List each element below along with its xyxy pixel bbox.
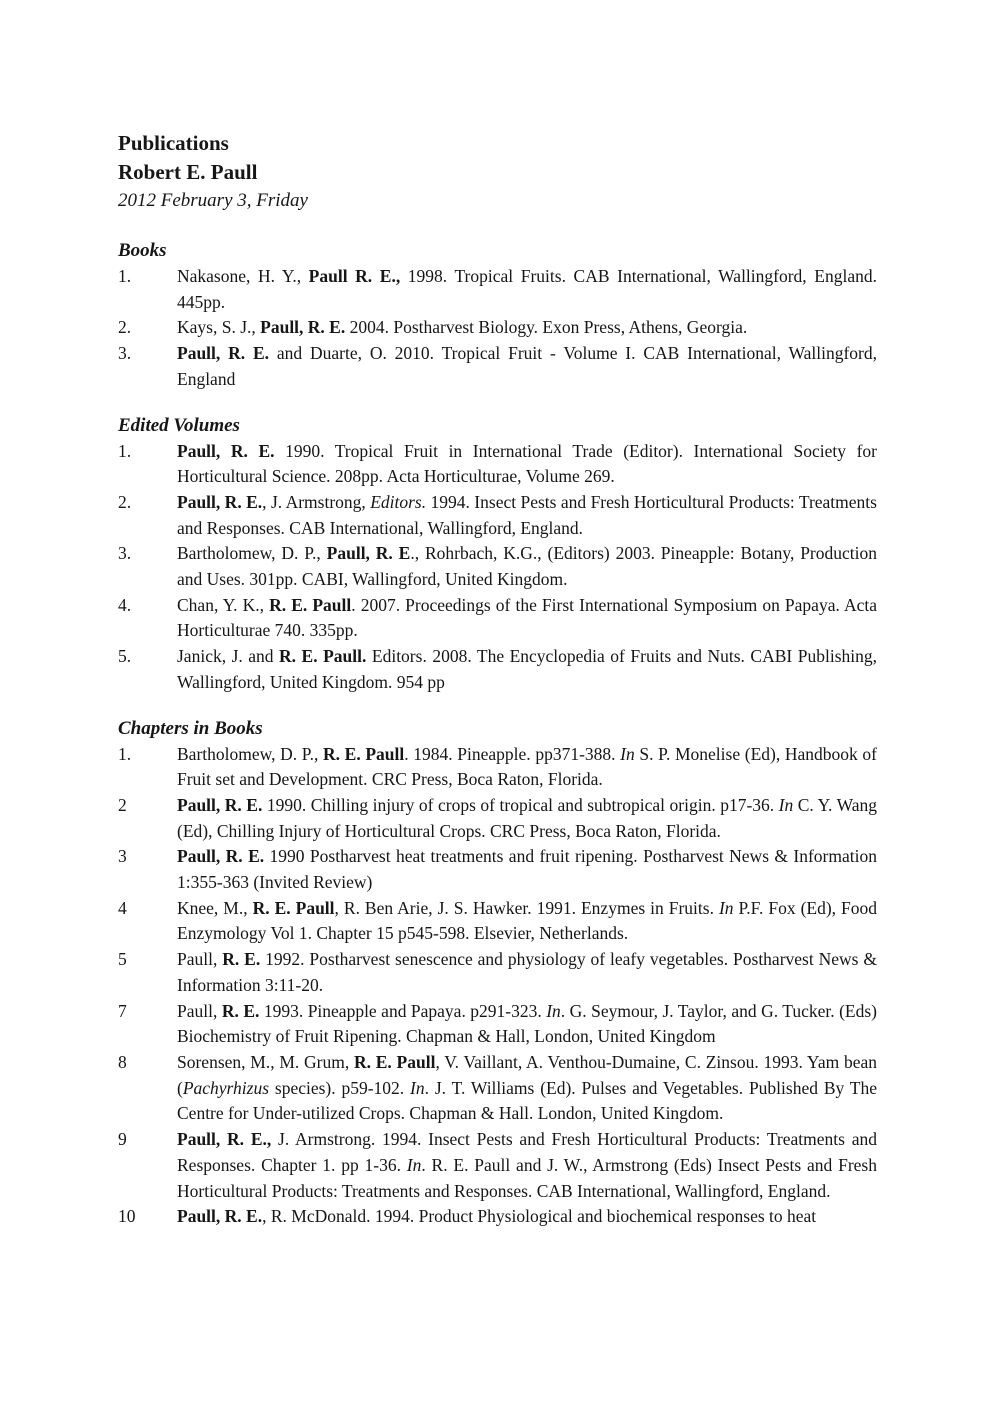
document-author: Robert E. Paull bbox=[118, 160, 258, 184]
reference-segment: C. Y. Wang (Ed), Chilling Injury of Horticultural Crops. CRC Press, Boca Raton, Florida. bbox=[177, 794, 877, 841]
reference-text bbox=[177, 315, 877, 341]
reference-segment: 1993. Pineapple and Papaya. p291-323. bbox=[259, 1000, 547, 1021]
reference-segment: 2004. Postharvest Biology. Exon Press, Athens, Georgia. bbox=[345, 317, 748, 338]
section-heading-edited-volumes: Edited Volumes bbox=[118, 414, 240, 436]
reference-segment: , R. Ben Arie, J. S. Hawker. 1991. Enzymes in Fruits. bbox=[334, 897, 719, 918]
reference-segment: 1994. Insect Pests and Fresh Horticultural Products: Treatments and Responses. CAB International, Wallingford, England. bbox=[177, 491, 877, 538]
reference-segment: Paull, R. E. bbox=[177, 846, 265, 867]
reference-segment: 1990 Postharvest heat treatments and fruit ripening. Postharvest News & Information 1:355-363 (Invited Review) bbox=[177, 846, 877, 893]
reference-segment: Paull, R. E. bbox=[177, 491, 263, 512]
reference-segment: 1998. Tropical Fruits. CAB International, Wallingford, England. 445pp. bbox=[177, 266, 877, 312]
reference-segment: Paull, R. E. bbox=[177, 794, 263, 815]
reference-list bbox=[118, 742, 877, 1230]
reference-segment: Editors. 2008. The Encyclopedia of Fruits and Nuts. CABI Publishing, Wallingford, United Kingdom. 954 pp bbox=[177, 646, 877, 692]
reference-number: 9 bbox=[118, 1129, 127, 1150]
reference-number: 3. bbox=[118, 543, 132, 564]
reference-segment: R. E. bbox=[221, 1000, 260, 1021]
section-heading-books: Books bbox=[118, 240, 167, 261]
reference-item bbox=[118, 490, 877, 541]
reference-number: 1. bbox=[118, 440, 132, 461]
document-title: Publications bbox=[118, 131, 229, 155]
reference-segment: 1990. Tropical Fruit in International Trade (Editor). International Society for Horticultural Science. 208pp. Acta Horticulturae, Volume 269. bbox=[177, 440, 877, 487]
reference-segment: In bbox=[410, 1077, 425, 1098]
reference-item bbox=[118, 844, 877, 895]
reference-item bbox=[118, 1127, 877, 1204]
section-chapters-in-books bbox=[118, 716, 877, 1230]
reference-segment: In bbox=[620, 743, 635, 764]
reference-number: 7 bbox=[118, 1000, 127, 1021]
reference-text bbox=[177, 742, 877, 793]
reference-segment: Paull, R. E. bbox=[177, 440, 275, 461]
reference-item bbox=[118, 541, 877, 592]
reference-number: 3. bbox=[118, 343, 132, 364]
reference-segment: In bbox=[406, 1154, 422, 1175]
section-books bbox=[118, 238, 877, 393]
reference-segment: Pachyrhizus bbox=[182, 1077, 270, 1098]
reference-text bbox=[177, 593, 877, 644]
reference-number: 4. bbox=[118, 594, 132, 615]
reference-segment: R. E. Paull bbox=[353, 1051, 436, 1072]
reference-text bbox=[177, 844, 877, 895]
reference-number: 2 bbox=[118, 794, 127, 815]
reference-list bbox=[118, 264, 877, 393]
reference-item bbox=[118, 742, 877, 793]
section-edited-volumes bbox=[118, 413, 877, 696]
reference-item bbox=[118, 264, 877, 315]
reference-segment: Nakasone, H. Y., bbox=[177, 266, 309, 286]
reference-number: 3 bbox=[118, 846, 127, 867]
reference-item bbox=[118, 644, 877, 695]
reference-segment: J. Armstrong. 1994. Insect Pests and Fresh Horticultural Products: Treatments and Responses. Chapter 1. pp 1-36. bbox=[177, 1129, 877, 1175]
document-header bbox=[118, 129, 877, 215]
reference-segment: Chan, Y. K., bbox=[177, 594, 270, 615]
reference-segment: Kays, S. J., bbox=[177, 317, 261, 338]
reference-segment: . 1984. Pineapple. pp371-388. bbox=[404, 743, 621, 764]
reference-segment: In bbox=[778, 794, 794, 815]
reference-text bbox=[177, 999, 877, 1050]
reference-number: 5. bbox=[118, 646, 132, 667]
reference-segment: , J. Armstrong, bbox=[262, 491, 371, 512]
reference-segment: . R. E. Paull and J. W., Armstrong (Eds) Insect Pests and Fresh Horticultural Products: Treatments and Responses. CAB International, Wallingford, England. bbox=[177, 1154, 877, 1201]
reference-item bbox=[118, 1204, 877, 1230]
reference-segment: In bbox=[718, 897, 734, 918]
reference-segment: Knee, M., bbox=[177, 897, 253, 918]
reference-text bbox=[177, 644, 877, 695]
reference-segment: species). p59-102. bbox=[269, 1077, 411, 1098]
reference-segment: Bartholomew, D. P., bbox=[177, 543, 327, 564]
reference-number: 10 bbox=[118, 1206, 136, 1227]
reference-text bbox=[177, 1127, 877, 1204]
reference-segment: R. E. Paull bbox=[323, 743, 405, 764]
reference-segment: R. E. bbox=[222, 949, 261, 970]
reference-text bbox=[177, 490, 877, 541]
reference-number: 2. bbox=[118, 317, 132, 338]
reference-number: 2. bbox=[118, 491, 132, 512]
reference-segment: S. P. Monelise (Ed), Handbook of Fruit set and Development. CRC Press, Boca Raton, Florida. bbox=[177, 743, 877, 790]
reference-text bbox=[177, 896, 877, 947]
reference-text bbox=[177, 541, 877, 592]
reference-segment: Janick, J. and bbox=[177, 646, 280, 667]
reference-text bbox=[177, 264, 877, 315]
reference-segment: . 2007. Proceedings of the First International Symposium on Papaya. Acta Horticulturae 740. 335pp. bbox=[177, 594, 877, 641]
reference-segment: Paull, R. E bbox=[326, 543, 411, 564]
document-content bbox=[118, 129, 877, 1230]
reference-segment: R. E. Paull bbox=[269, 594, 352, 615]
reference-number: 5 bbox=[118, 949, 127, 970]
reference-list bbox=[118, 439, 877, 696]
reference-segment: Paull, R. E. bbox=[177, 343, 270, 364]
reference-segment: ., Rohrbach, K.G., (Editors) 2003. Pineapple: Botany, Production and Uses. 301pp. CABI, Wallingford, United Kingdom. bbox=[177, 543, 877, 590]
reference-segment: Paull, R. E. bbox=[177, 1206, 263, 1227]
reference-text bbox=[177, 1050, 877, 1127]
reference-number: 1. bbox=[118, 266, 132, 286]
reference-segment: . J. T. Williams (Ed). Pulses and Vegetables. Published By The Centre for Under-utilized Crops. Chapman & Hall. London, United Kingdom. bbox=[177, 1077, 877, 1124]
reference-number: 1. bbox=[118, 743, 132, 764]
reference-item bbox=[118, 947, 877, 998]
reference-item bbox=[118, 793, 877, 844]
reference-segment: In bbox=[546, 1000, 561, 1021]
reference-text bbox=[177, 793, 877, 844]
publications-sections bbox=[118, 238, 877, 1230]
reference-item bbox=[118, 1050, 877, 1127]
reference-item bbox=[118, 341, 877, 392]
reference-item bbox=[118, 896, 877, 947]
reference-text bbox=[177, 341, 877, 392]
reference-segment: R. E. Paull. bbox=[279, 646, 367, 667]
reference-segment: 1992. Postharvest senescence and physiology of leafy vegetables. Postharvest News & Information 3:11-20. bbox=[177, 949, 877, 995]
reference-segment: Paull, bbox=[177, 1000, 222, 1021]
reference-segment: Paull, bbox=[177, 949, 223, 970]
reference-segment: Editors. bbox=[370, 491, 427, 512]
reference-text bbox=[177, 439, 877, 490]
reference-number: 8 bbox=[118, 1051, 127, 1072]
reference-segment: P.F. Fox (Ed), Food Enzymology Vol 1. Chapter 15 p545-598. Elsevier, Netherlands. bbox=[177, 897, 878, 944]
reference-segment: Bartholomew, D. P., bbox=[177, 743, 323, 764]
reference-item bbox=[118, 999, 877, 1050]
reference-segment: Paull, R. E., bbox=[177, 1129, 272, 1150]
reference-segment: Paull, R. E. bbox=[260, 317, 346, 338]
reference-number: 4 bbox=[118, 897, 127, 918]
reference-segment: R. E. Paull bbox=[252, 897, 335, 918]
reference-segment: , R. McDonald. 1994. Product Physiological and biochemical responses to heat bbox=[262, 1206, 817, 1227]
reference-item bbox=[118, 593, 877, 644]
reference-segment: Sorensen, M., M. Grum, bbox=[177, 1051, 354, 1072]
reference-segment: and Duarte, O. 2010. Tropical Fruit - Volume I. CAB International, Wallingford, England bbox=[177, 343, 877, 389]
reference-item bbox=[118, 439, 877, 490]
reference-item bbox=[118, 315, 877, 341]
reference-segment: 1990. Chilling injury of crops of tropical and subtropical origin. p17-36. bbox=[262, 794, 779, 815]
reference-text bbox=[177, 1204, 877, 1230]
section-heading-chapters-in-books: Chapters in Books bbox=[118, 717, 263, 739]
reference-text bbox=[177, 947, 877, 998]
document-date: 2012 February 3, Friday bbox=[118, 190, 308, 211]
reference-segment: . G. Seymour, J. Taylor, and G. Tucker. (Eds) Biochemistry of Fruit Ripening. Chapman & Hall, London, United Kingdom bbox=[177, 1000, 878, 1047]
reference-segment: , V. Vaillant, A. Venthou-Dumaine, C. Zinsou. 1993. Yam bean ( bbox=[177, 1051, 877, 1098]
reference-segment: Paull R. E., bbox=[308, 266, 401, 286]
